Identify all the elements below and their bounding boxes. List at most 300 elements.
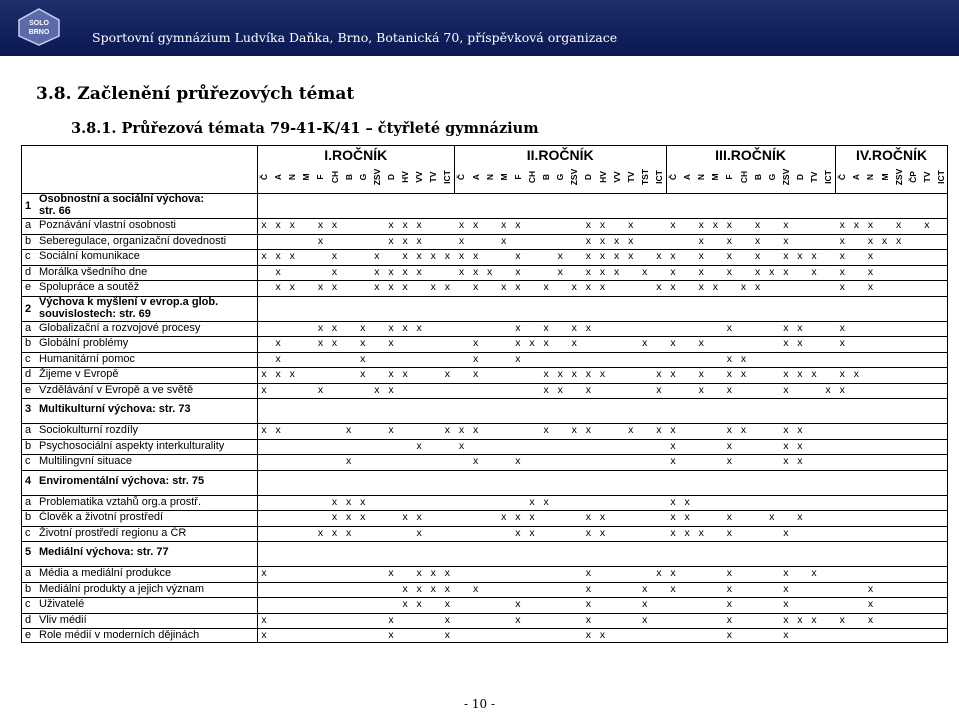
topic-label: Média a mediální produkce (39, 567, 172, 579)
coverage-mark: x (472, 368, 479, 380)
section-title: Enviromentální výchova: str. 75 (39, 474, 205, 487)
coverage-mark: x (458, 234, 465, 247)
subject-label: TV (625, 171, 636, 183)
subject-label: Č (259, 173, 270, 181)
section-title: Mediální výchova: str. 77 (39, 546, 169, 558)
coverage-mark: x (374, 250, 380, 262)
grid-line (21, 423, 948, 424)
subject-label: CH (738, 170, 749, 184)
coverage-mark: x (444, 368, 450, 380)
coverage-mark: x (317, 281, 324, 293)
coverage-mark: x (754, 234, 761, 247)
topic-label: Sociální komunikace (39, 250, 140, 262)
coverage-mark: x (472, 424, 479, 436)
coverage-mark: x (374, 383, 380, 396)
grid-line (21, 470, 948, 471)
coverage-mark: x (881, 234, 888, 247)
subject-label: A (470, 173, 481, 181)
coverage-mark: x (374, 265, 380, 278)
coverage-mark: x (726, 526, 733, 539)
coverage-mark: x (261, 424, 267, 436)
coverage-mark: x (571, 368, 577, 380)
coverage-mark: x (261, 250, 267, 262)
subject-label: B (752, 173, 763, 181)
coverage-mark: x (726, 424, 733, 436)
coverage-mark: x (416, 219, 422, 231)
coverage-mark: x (331, 219, 338, 231)
topic-label: Globalizační a rozvojové procesy (39, 321, 201, 334)
coverage-mark: x (402, 598, 408, 610)
subject-label: Č (668, 173, 678, 181)
subject-header (371, 163, 382, 191)
coverage-mark: x (529, 495, 535, 508)
coverage-mark: x (585, 511, 592, 523)
coverage-mark: x (642, 613, 648, 626)
coverage-mark: x (740, 352, 747, 365)
coverage-mark: x (797, 511, 803, 523)
subject-header (287, 163, 298, 191)
coverage-mark: x (839, 265, 845, 278)
subject-header (301, 163, 312, 191)
subject-label: A (851, 173, 862, 181)
section-number: 3 (25, 403, 32, 415)
coverage-mark: x (726, 250, 733, 262)
topic-label: Multilingvní situace (39, 455, 132, 467)
subject-label: A (273, 173, 284, 181)
subject-label: VV (414, 171, 425, 183)
subject-label: ZSV (371, 168, 382, 186)
row-letter: a (25, 321, 32, 334)
subject-label: ICT (653, 170, 664, 184)
subject-header (766, 163, 777, 191)
coverage-mark: x (712, 281, 718, 293)
row-letter: c (25, 526, 31, 539)
coverage-mark: x (867, 234, 874, 247)
coverage-mark: x (557, 383, 563, 396)
coverage-mark: x (360, 321, 366, 334)
coverage-mark: x (331, 337, 338, 349)
subject-label: N (696, 173, 707, 181)
subject-label: F (724, 174, 735, 180)
topic-label: Mediální produkty a jejich význam (39, 582, 205, 595)
coverage-mark: x (585, 629, 592, 641)
year-header: III.ROČNÍK (715, 147, 786, 163)
coverage-mark: x (698, 281, 704, 293)
row-letter: d (25, 368, 32, 380)
coverage-mark: x (599, 265, 606, 278)
coverage-mark: x (515, 337, 521, 349)
coverage-mark: x (360, 511, 366, 523)
coverage-mark: x (543, 495, 549, 508)
row-letter: b (25, 582, 32, 595)
subject-label: ČP (907, 171, 918, 183)
subject-header (555, 163, 566, 191)
subject-header (569, 163, 580, 191)
coverage-mark: x (585, 598, 592, 610)
coverage-mark: x (289, 250, 295, 262)
coverage-mark: x (726, 219, 733, 231)
coverage-mark: x (275, 368, 281, 380)
coverage-mark: x (684, 526, 690, 539)
coverage-mark: x (585, 383, 592, 396)
subject-header (385, 163, 396, 191)
coverage-mark: x (585, 265, 592, 278)
coverage-mark: x (726, 598, 733, 610)
header-band (0, 0, 959, 56)
coverage-mark: x (275, 352, 281, 365)
coverage-mark: x (839, 234, 845, 247)
subject-header (273, 163, 284, 191)
coverage-mark: x (444, 598, 450, 610)
coverage-mark: x (585, 219, 592, 231)
coverage-mark: x (797, 424, 803, 436)
coverage-mark: x (726, 321, 733, 334)
coverage-mark: x (740, 424, 747, 436)
coverage-mark: x (261, 629, 267, 641)
coverage-mark: x (585, 567, 592, 579)
coverage-mark: x (656, 281, 662, 293)
coverage-mark: x (797, 368, 803, 380)
grid-line (666, 145, 667, 193)
coverage-mark: x (416, 439, 422, 452)
coverage-mark: x (670, 219, 676, 231)
coverage-mark: x (783, 598, 789, 610)
coverage-mark: x (515, 598, 521, 610)
coverage-mark: x (670, 511, 676, 523)
coverage-mark: x (585, 368, 592, 380)
coverage-mark: x (585, 582, 592, 595)
coverage-mark: x (261, 613, 267, 626)
subject-header (357, 163, 368, 191)
coverage-mark: x (811, 250, 817, 262)
coverage-mark: x (712, 219, 718, 231)
coverage-mark: x (783, 383, 789, 396)
coverage-mark: x (698, 219, 704, 231)
coverage-mark: x (613, 234, 620, 247)
coverage-mark: x (726, 439, 733, 452)
section-page-ref: str. 66 (39, 205, 71, 217)
coverage-mark: x (698, 234, 704, 247)
coverage-mark: x (698, 383, 704, 396)
coverage-mark: x (317, 383, 324, 396)
coverage-mark: x (726, 613, 733, 626)
section-number: 1 (25, 200, 32, 212)
coverage-mark: x (472, 455, 479, 467)
coverage-mark: x (543, 321, 549, 334)
coverage-mark: x (613, 265, 620, 278)
coverage-mark: x (458, 219, 465, 231)
coverage-mark: x (416, 582, 422, 595)
coverage-mark: x (726, 567, 733, 579)
coverage-mark: x (698, 337, 704, 349)
coverage-mark: x (388, 265, 394, 278)
coverage-mark: x (416, 321, 422, 334)
coverage-mark: x (388, 337, 394, 349)
subject-header (738, 163, 749, 191)
row-letter: c (25, 598, 31, 610)
coverage-mark: x (261, 368, 267, 380)
subject-header (259, 163, 270, 191)
coverage-mark: x (444, 250, 450, 262)
coverage-mark: x (924, 219, 930, 231)
coverage-mark: x (515, 526, 521, 539)
coverage-mark: x (472, 337, 479, 349)
subject-label: ZSV (780, 168, 791, 186)
coverage-mark: x (275, 281, 281, 293)
year-header: I.ROČNÍK (324, 147, 388, 163)
coverage-mark: x (726, 352, 733, 365)
coverage-mark: x (402, 368, 408, 380)
row-letter: a (25, 424, 32, 436)
subject-label: N (287, 173, 298, 181)
coverage-mark: x (501, 234, 507, 247)
coverage-mark: x (783, 234, 789, 247)
coverage-mark: x (797, 337, 803, 349)
coverage-mark: x (402, 321, 408, 334)
subject-label: CH (329, 170, 340, 184)
row-letter: e (25, 383, 32, 396)
coverage-mark: x (783, 424, 789, 436)
subject-header (526, 163, 537, 191)
coverage-mark: x (783, 629, 789, 641)
coverage-mark: x (896, 234, 902, 247)
subject-label: CH (526, 170, 537, 184)
subject-header (414, 163, 425, 191)
coverage-mark: x (754, 219, 761, 231)
coverage-mark: x (867, 582, 874, 595)
coverage-mark: x (317, 526, 324, 539)
coverage-mark: x (416, 526, 422, 539)
subject-label: Č (837, 173, 848, 181)
coverage-mark: x (754, 265, 761, 278)
subject-header (597, 163, 608, 191)
subject-header (794, 163, 805, 191)
coverage-mark: x (783, 567, 789, 579)
subject-label: ICT (823, 170, 834, 184)
subject-header (442, 163, 453, 191)
subject-header (851, 163, 862, 191)
coverage-mark: x (416, 250, 422, 262)
coverage-mark: x (797, 613, 803, 626)
subject-header (329, 163, 340, 191)
section-number: 4 (25, 474, 32, 487)
coverage-mark: x (670, 368, 676, 380)
coverage-mark: x (839, 219, 845, 231)
coverage-mark: x (501, 219, 507, 231)
subject-header (498, 163, 509, 191)
subject-label: A (682, 173, 693, 181)
subject-label: B (343, 173, 354, 181)
coverage-mark: x (458, 265, 465, 278)
coverage-mark: x (529, 526, 535, 539)
subject-label: TV (921, 171, 932, 183)
coverage-mark: x (388, 234, 394, 247)
topic-label: Životní prostředí regionu a ČR (39, 526, 187, 539)
coverage-mark: x (726, 455, 733, 467)
coverage-mark: x (317, 337, 324, 349)
coverage-mark: x (472, 250, 479, 262)
coverage-mark: x (472, 265, 479, 278)
coverage-mark: x (670, 495, 676, 508)
coverage-mark: x (642, 582, 648, 595)
topic-label: Globální problémy (39, 337, 129, 349)
subsection-heading: 3.8.1. Průřezová témata 79-41-K/41 – čtyřleté gymnázium (71, 120, 539, 137)
subject-header (625, 163, 636, 191)
coverage-mark: x (444, 424, 450, 436)
coverage-mark: x (585, 526, 592, 539)
coverage-mark: x (430, 567, 436, 579)
subject-header (710, 163, 721, 191)
coverage-mark: x (896, 219, 902, 231)
coverage-mark: x (769, 511, 775, 523)
coverage-mark: x (585, 281, 592, 293)
subject-header (893, 163, 904, 191)
coverage-mark: x (853, 219, 859, 231)
coverage-mark: x (515, 250, 521, 262)
coverage-mark: x (839, 383, 845, 396)
coverage-mark: x (501, 281, 507, 293)
coverage-mark: x (402, 250, 408, 262)
coverage-mark: x (388, 383, 394, 396)
coverage-mark: x (670, 567, 676, 579)
coverage-mark: x (740, 368, 747, 380)
coverage-mark: x (543, 424, 549, 436)
topic-label: Uživatelé (39, 598, 85, 610)
subject-label: N (865, 173, 876, 181)
coverage-mark: x (670, 526, 676, 539)
topic-label: Spolupráce a soutěž (39, 281, 140, 293)
coverage-mark: x (726, 368, 733, 380)
coverage-mark: x (360, 352, 366, 365)
coverage-mark: x (656, 567, 662, 579)
coverage-mark: x (289, 219, 295, 231)
grid-line (21, 336, 948, 337)
year-header: II.ROČNÍK (526, 147, 594, 163)
topic-label: Člověk a životní prostředí (39, 511, 164, 523)
coverage-mark: x (797, 439, 803, 452)
grid-line (21, 398, 948, 399)
coverage-mark: x (317, 219, 324, 231)
coverage-mark: x (642, 598, 648, 610)
coverage-mark: x (599, 219, 606, 231)
coverage-mark: x (628, 424, 634, 436)
coverage-mark: x (275, 337, 281, 349)
coverage-mark: x (599, 250, 606, 262)
coverage-mark: x (458, 424, 465, 436)
topic-label: Vliv médií (39, 613, 87, 626)
coverage-mark: x (529, 511, 535, 523)
school-name: Sportovní gymnázium Ludvíka Daňka, Brno, Botanická 70, příspěvková organizace (92, 30, 618, 45)
subject-label: M (879, 173, 890, 181)
coverage-mark: x (599, 511, 606, 523)
subject-label: Č (456, 173, 467, 181)
row-letter: e (25, 281, 32, 293)
coverage-mark: x (472, 352, 479, 365)
grid-line (454, 145, 455, 193)
coverage-mark: x (656, 250, 662, 262)
coverage-mark: x (726, 234, 733, 247)
section-number: 5 (25, 546, 32, 558)
coverage-mark: x (388, 219, 394, 231)
coverage-mark: x (317, 321, 324, 334)
section-title: Multikulturní výchova: str. 73 (39, 403, 191, 415)
topic-label: Poznávání vlastní osobnosti (39, 219, 176, 231)
subject-header (837, 163, 848, 191)
coverage-mark: x (797, 321, 803, 334)
grid-line (21, 597, 948, 598)
coverage-mark: x (599, 368, 606, 380)
coverage-mark: x (797, 250, 803, 262)
coverage-mark: x (825, 383, 831, 396)
coverage-mark: x (783, 526, 789, 539)
subject-header (668, 163, 679, 191)
coverage-mark: x (360, 368, 366, 380)
coverage-mark: x (557, 265, 563, 278)
subject-header (583, 163, 594, 191)
coverage-mark: x (515, 511, 521, 523)
coverage-mark: x (261, 383, 267, 396)
subject-label: D (794, 173, 805, 181)
subject-header (400, 163, 411, 191)
coverage-mark: x (402, 511, 408, 523)
subject-label: F (512, 174, 523, 180)
coverage-mark: x (684, 495, 690, 508)
subject-label: VV (611, 171, 622, 183)
coverage-mark: x (599, 234, 606, 247)
subject-header (752, 163, 763, 191)
coverage-mark: x (346, 511, 352, 523)
coverage-mark: x (726, 629, 733, 641)
coverage-mark: x (726, 383, 733, 396)
coverage-mark: x (444, 629, 450, 641)
topic-label: Humanitární pomoc (39, 352, 135, 365)
coverage-mark: x (444, 582, 450, 595)
coverage-mark: x (571, 281, 577, 293)
coverage-mark: x (416, 567, 422, 579)
coverage-mark: x (599, 629, 606, 641)
coverage-mark: x (346, 455, 352, 467)
coverage-mark: x (275, 424, 281, 436)
coverage-mark: x (754, 250, 761, 262)
coverage-mark: x (402, 281, 408, 293)
subject-label: N (484, 173, 495, 181)
coverage-mark: x (402, 234, 408, 247)
page-number: - 10 - (463, 697, 495, 711)
coverage-mark: x (515, 321, 521, 334)
coverage-mark: x (783, 219, 789, 231)
coverage-mark: x (656, 368, 662, 380)
grid-line (21, 541, 948, 542)
subject-header (541, 163, 552, 191)
section-number: 2 (25, 302, 32, 315)
subject-label: G (357, 173, 368, 181)
row-letter: a (25, 495, 32, 508)
subject-label: TST (639, 168, 650, 186)
coverage-mark: x (783, 337, 789, 349)
coverage-mark: x (388, 368, 394, 380)
section-title: Výchova k myšlení v evrop.a glob. (39, 295, 219, 308)
subject-header (696, 163, 707, 191)
subject-header (682, 163, 693, 191)
subject-header (879, 163, 890, 191)
coverage-mark: x (289, 281, 295, 293)
coverage-mark: x (585, 234, 592, 247)
row-letter: d (25, 265, 32, 278)
coverage-mark: x (388, 567, 394, 579)
coverage-mark: x (458, 250, 465, 262)
coverage-mark: x (599, 526, 606, 539)
coverage-mark: x (867, 265, 874, 278)
